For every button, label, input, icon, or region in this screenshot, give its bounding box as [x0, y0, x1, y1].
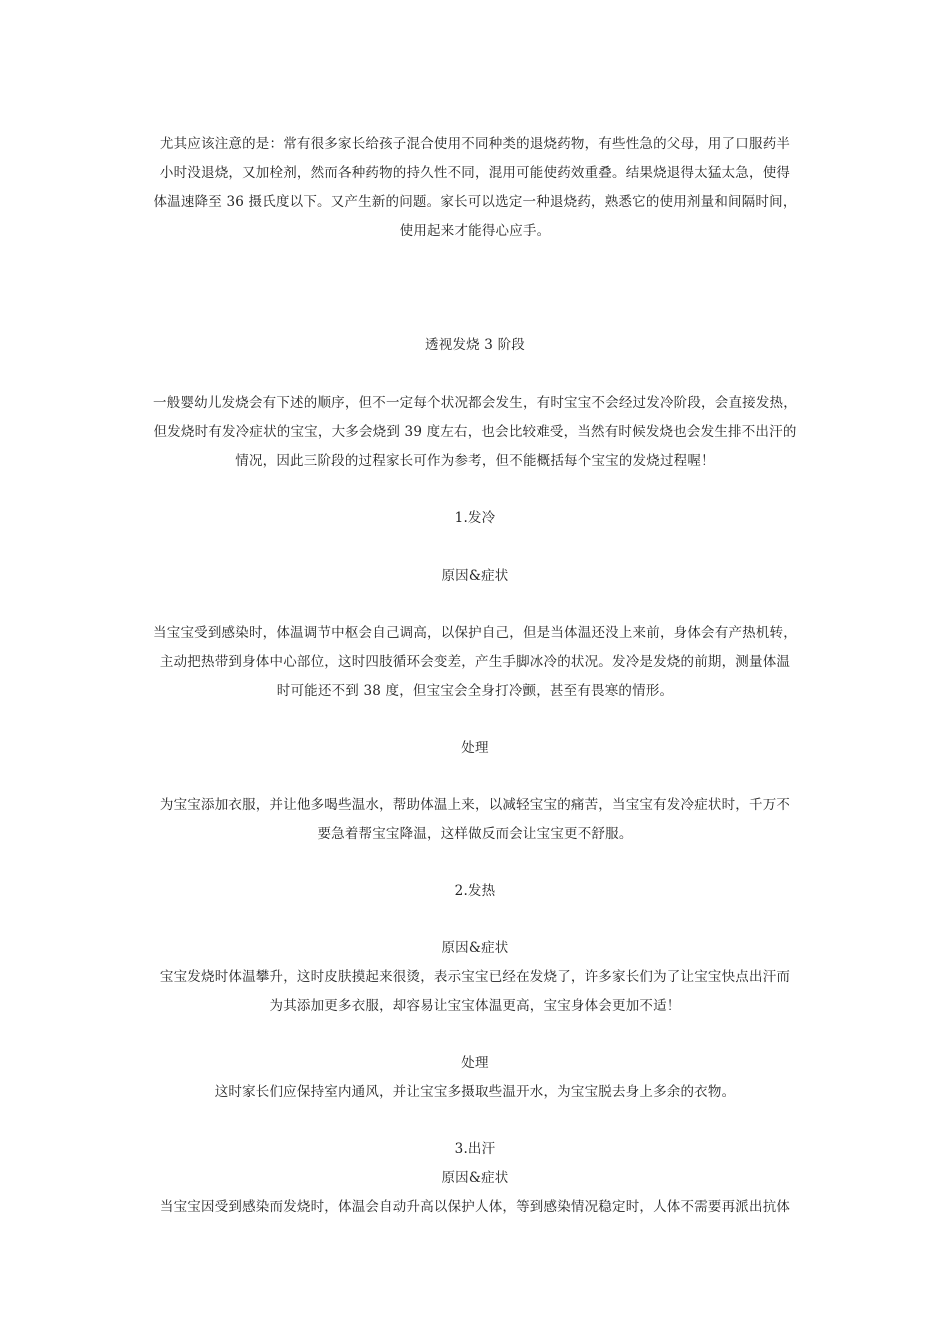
- text-line: 宝宝发烧时体温攀升，这时皮肤摸起来很烫，表示宝宝已经在发烧了，许多家长们为了让宝宝快点出汗而: [159, 969, 791, 985]
- text-line: 当宝宝因受到感染而发烧时，体温会自动升高以保护人体，等到感染情况稳定时，人体不需要再派出抗体: [159, 1199, 791, 1215]
- text-line: 为宝宝添加衣服，并让他多喝些温水，帮助体温上来，以减轻宝宝的痛苦，当宝宝有发冷症状时，千万不: [159, 797, 791, 813]
- stage1-heading: 1.发冷: [454, 510, 496, 526]
- stage1-cause-heading: 原因&症状: [441, 568, 509, 584]
- text-line: 要急着帮宝宝降温，这样做反而会让宝宝更不舒服。: [317, 826, 633, 842]
- text-line: 但发烧时有发冷症状的宝宝，大多会烧到 39 度左右，也会比较难受，当然有时候发烧也会发生排不出汗的: [153, 424, 797, 440]
- text-line: 时可能还不到 38 度，但宝宝会全身打冷颤，甚至有畏寒的情形。: [276, 683, 674, 699]
- text-line: 主动把热带到身体中心部位，这时四肢循环会变差，产生手脚冰冷的状况。发冷是发烧的前期，测量体温: [159, 654, 791, 670]
- stage3-heading: 3.出汗: [454, 1141, 496, 1157]
- text-line: 为其添加更多衣服，却容易让宝宝体温更高，宝宝身体会更加不适！: [269, 998, 681, 1014]
- stage2-treatment-heading: 处理: [461, 1055, 489, 1071]
- text-line: 小时没退烧，又加栓剂，然而各种药物的持久性不同，混用可能使药效重叠。结果烧退得太猛太急，使得: [159, 165, 791, 181]
- text-line: 一般婴幼儿发烧会有下述的顺序，但不一定每个状况都会发生，有时宝宝不会经过发冷阶段，会直接发热，: [153, 395, 797, 411]
- section-title: 透视发烧 3 阶段: [425, 337, 525, 353]
- text-line: 这时家长们应保持室内通风，并让宝宝多摄取些温开水，为宝宝脱去身上多余的衣物。: [214, 1084, 736, 1100]
- text-line: 使用起来才能得心应手。: [399, 223, 551, 239]
- text-line: 体温速降至 36 摄氏度以下。又产生新的问题。家长可以选定一种退烧药，熟悉它的使用剂量和间隔时间，: [153, 194, 797, 210]
- text-line: 当宝宝受到感染时，体温调节中枢会自己调高，以保护自己，但是当体温还没上来前，身体会有产热机转，: [153, 625, 797, 641]
- stage1-treatment-heading: 处理: [461, 740, 489, 756]
- stage2-heading: 2.发热: [454, 883, 496, 899]
- text-line: 情况，因此三阶段的过程家长可作为参考，但不能概括每个宝宝的发烧过程喔！: [235, 453, 715, 469]
- text-line: 尤其应该注意的是：常有很多家长给孩子混合使用不同种类的退烧药物，有些性急的父母，用了口服药半: [159, 136, 791, 152]
- stage3-cause-heading: 原因&症状: [441, 1170, 509, 1186]
- stage2-cause-heading: 原因&症状: [441, 940, 509, 956]
